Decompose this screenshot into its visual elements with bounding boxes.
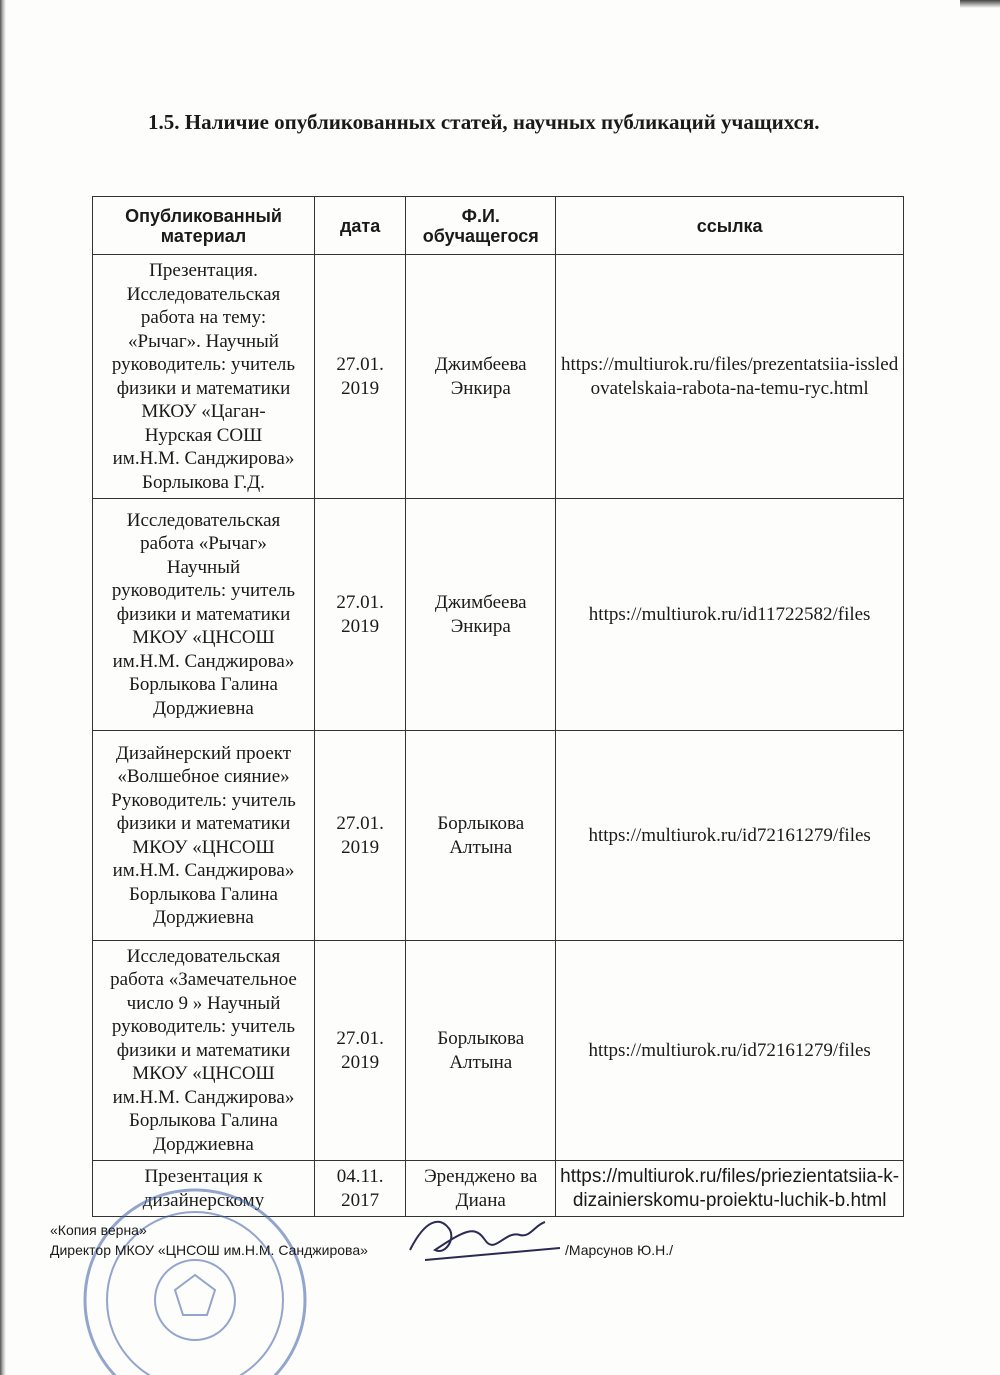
student-cell: Джимбеева Энкира <box>406 499 556 731</box>
link-cell[interactable]: https://multiurok.ru/id72161279/files <box>556 941 904 1161</box>
publications-table <box>92 196 904 1217</box>
scan-edge <box>0 0 6 1375</box>
material-cell: Презентация к дизайнерскому <box>93 1161 315 1217</box>
material-cell: Дизайнерский проект «Волшебное сияние» Руководитель: учитель физики и математики МКОУ «ЦНСОШ им.Н.М. Санджирова» Борлыкова Галина Дорджиевна <box>93 731 315 941</box>
header-date: дата <box>315 197 406 255</box>
material-cell: Исследовательская работа «Замечательное число 9 » Научный руководитель: учитель физики и математики МКОУ «ЦНСОШ им.Н.М. Санджирова» Борлыкова Галина Дорджиевна <box>93 941 315 1161</box>
date-cell: 27.01. 2019 <box>315 731 406 941</box>
material-cell: Презентация. Исследовательская работа на тему: «Рычаг». Научный руководитель: учитель физики и математики МКОУ «Цаган- Нурская СОШ им.Н.М. Санджирова» Борлыкова Г.Д. <box>93 255 315 499</box>
date-cell: 27.01. 2019 <box>315 255 406 499</box>
table-row <box>93 731 904 941</box>
student-cell: Борлыкова Алтына <box>406 731 556 941</box>
director-title: Директор МКОУ «ЦНСОШ им.Н.М. Санджирова» <box>50 1242 368 1258</box>
student-cell: Джимбеева Энкира <box>406 255 556 499</box>
header-material: Опубликованный материал <box>93 197 315 255</box>
date-cell: 27.01. 2019 <box>315 499 406 731</box>
date-cell: 27.01. 2019 <box>315 941 406 1161</box>
header-link: ссылка <box>556 197 904 255</box>
link-cell[interactable]: https://multiurok.ru/id72161279/files <box>556 731 904 941</box>
certified-copy-note: «Копия верна» <box>50 1222 147 1238</box>
material-cell: Исследовательская работа «Рычаг» Научный руководитель: учитель физики и математики МКОУ «ЦНСОШ им.Н.М. Санджирова» Борлыкова Галина Дорджиевна <box>93 499 315 731</box>
header-student: Ф.И. обучащегося <box>406 197 556 255</box>
date-cell: 04.11. 2017 <box>315 1161 406 1217</box>
table-row <box>93 941 904 1161</box>
table-row <box>93 255 904 499</box>
table-row <box>93 499 904 731</box>
director-signature <box>405 1210 565 1270</box>
link-cell[interactable]: https://multiurok.ru/id11722582/files <box>556 499 904 731</box>
table-header-row <box>93 197 904 255</box>
student-cell: Борлыкова Алтына <box>406 941 556 1161</box>
section-heading: 1.5. Наличие опубликованных статей, научных публикаций учащихся. <box>148 110 820 134</box>
director-name: /Марсунов Ю.Н./ <box>565 1242 674 1258</box>
link-cell[interactable]: https://multiurok.ru/files/priezientatsiia-k-dizainierskomu-proiektu-luchik-b.html <box>556 1161 904 1217</box>
scan-corner <box>960 0 1000 30</box>
link-cell[interactable]: https://multiurok.ru/files/prezentatsiia-issledovatelskaia-rabota-na-temu-ryc.html <box>556 255 904 499</box>
student-cell: Эренджено ва Диана <box>406 1161 556 1217</box>
round-seal-stamp <box>75 1150 315 1375</box>
